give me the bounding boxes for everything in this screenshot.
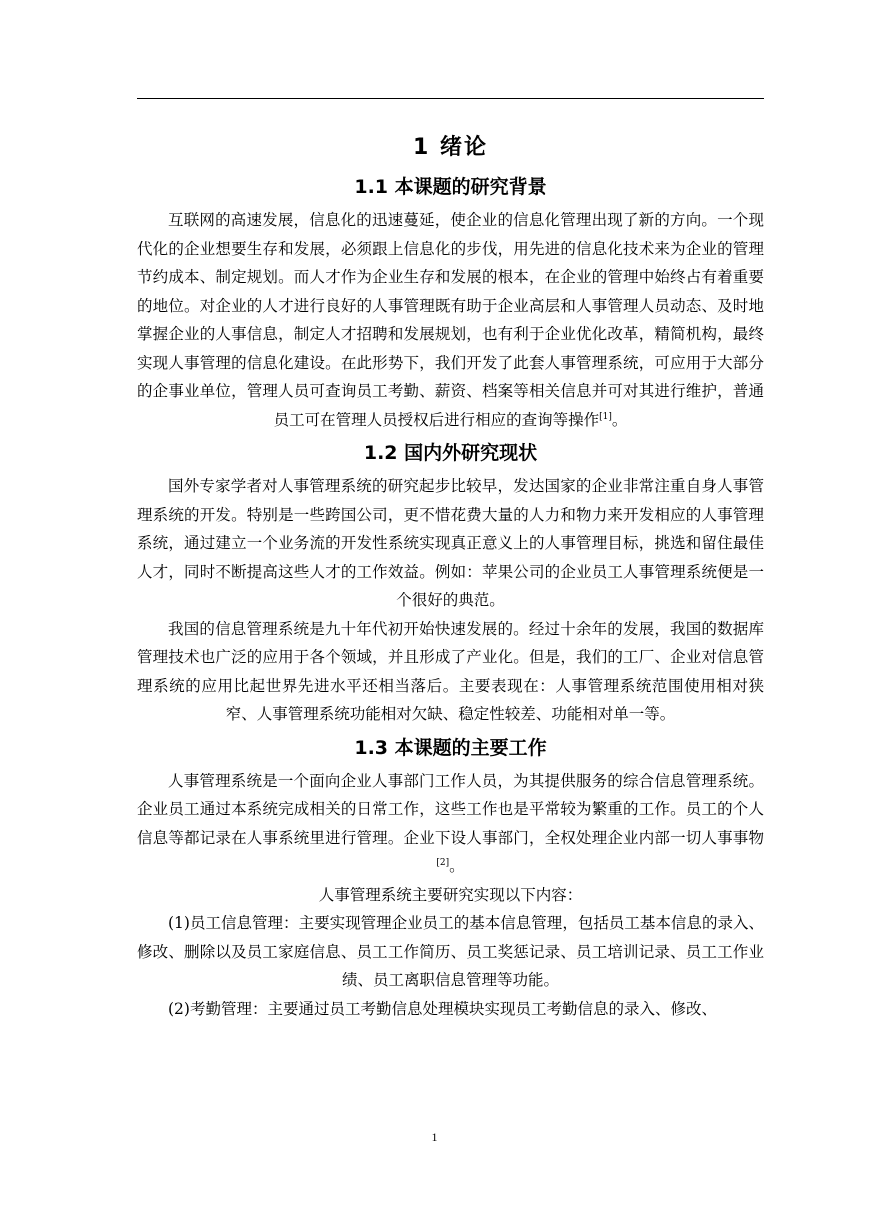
- paragraph-main-work: [137, 767, 764, 881]
- paragraph-end: 。: [449, 857, 465, 875]
- chapter-title: 1 绪论: [413, 135, 488, 160]
- paragraph-content-intro: 人事管理系统主要研究实现以下内容：: [318, 885, 583, 904]
- paragraph-text: 人事管理系统是一个面向企业人事部门工作人员，为其提供服务的综合信息管理系统。企业员工通过本系统完成相关的日常工作，这些工作也是平常较为繁重的工作。员工的个人信息等都记录在人事系统里进行管理。企业下设人事部门，全权处理企业内部一切人事事物: [137, 771, 764, 847]
- citation-2: [2]: [436, 857, 450, 868]
- list-item-employee-info: (1)员工信息管理：主要实现管理企业员工的基本信息管理，包括员工基本信息的录入、修改、删除以及员工家庭信息、员工工作简历、员工奖惩记录、员工培训记录、员工工作业绩、员工离职信息管理等功能。: [137, 914, 764, 989]
- citation-1: [1]: [599, 411, 612, 422]
- section-title-1-3: 1.3 本课题的主要工作: [354, 736, 547, 759]
- page-content: [137, 128, 764, 1023]
- paragraph-foreign-research: 国外专家学者对人事管理系统的研究起步比较早，发达国家的企业非常注重自身人事管理系统的开发。特别是一些跨国公司，更不惜花费大量的人力和物力来开发相应的人事管理系统，通过建立一个业务流的开发性系统实现真正意义上的人事管理目标，挑选和留住最佳人才，同时不断提高这些人才的工作效益。例如：苹果公司的企业员工人事管理系统便是一个很好的典范。: [137, 477, 764, 609]
- section-title-1-2: 1.2 国内外研究现状: [363, 442, 538, 464]
- paragraph-end: 。: [611, 410, 628, 429]
- list-item-attendance: (2)考勤管理：主要通过员工考勤信息处理模块实现员工考勤信息的录入、修改、: [168, 999, 717, 1018]
- paragraph-background: [137, 206, 764, 434]
- page-number: 1: [431, 1130, 438, 1144]
- section-title-1-1: 1.1 本课题的研究背景: [354, 176, 547, 198]
- paragraph-domestic-research: 我国的信息管理系统是九十年代初开始快速发展的。经过十余年的发展，我国的数据库管理技术也广泛的应用于各个领域，并且形成了产业化。但是，我们的工厂、企业对信息管理系统的应用比起世界先进水平还相当落后。主要表现在：人事管理系统范围使用相对狭窄、人事管理系统功能相对欠缺、稳定性较差、功能相对单一等。: [137, 619, 764, 723]
- header-rule: [137, 98, 764, 99]
- paragraph-text: 互联网的高速发展，信息化的迅速蔓延，使企业的信息化管理出现了新的方向。一个现代化的企业想要生存和发展，必须跟上信息化的步伐，用先进的信息化技术来为企业的管理节约成本、制定规划。而人才作为企业生存和发展的根本，在企业的管理中始终占有着重要的地位。对企业的人才进行良好的人事管理既有助于企业高层和人事管理人员动态、及时地掌握企业的人事信息，制定人才招聘和发展规划，也有利于企业优化改革，精简机构，最终实现人事管理的信息化建设。在此形势下，我们开发了此套人事管理系统，可应用于大部分的企事业单位，管理人员可查询员工考勤、薪资、档案等相关信息并可对其进行维护，普通员工可在管理人员授权后进行相应的查询等操作: [137, 211, 764, 429]
